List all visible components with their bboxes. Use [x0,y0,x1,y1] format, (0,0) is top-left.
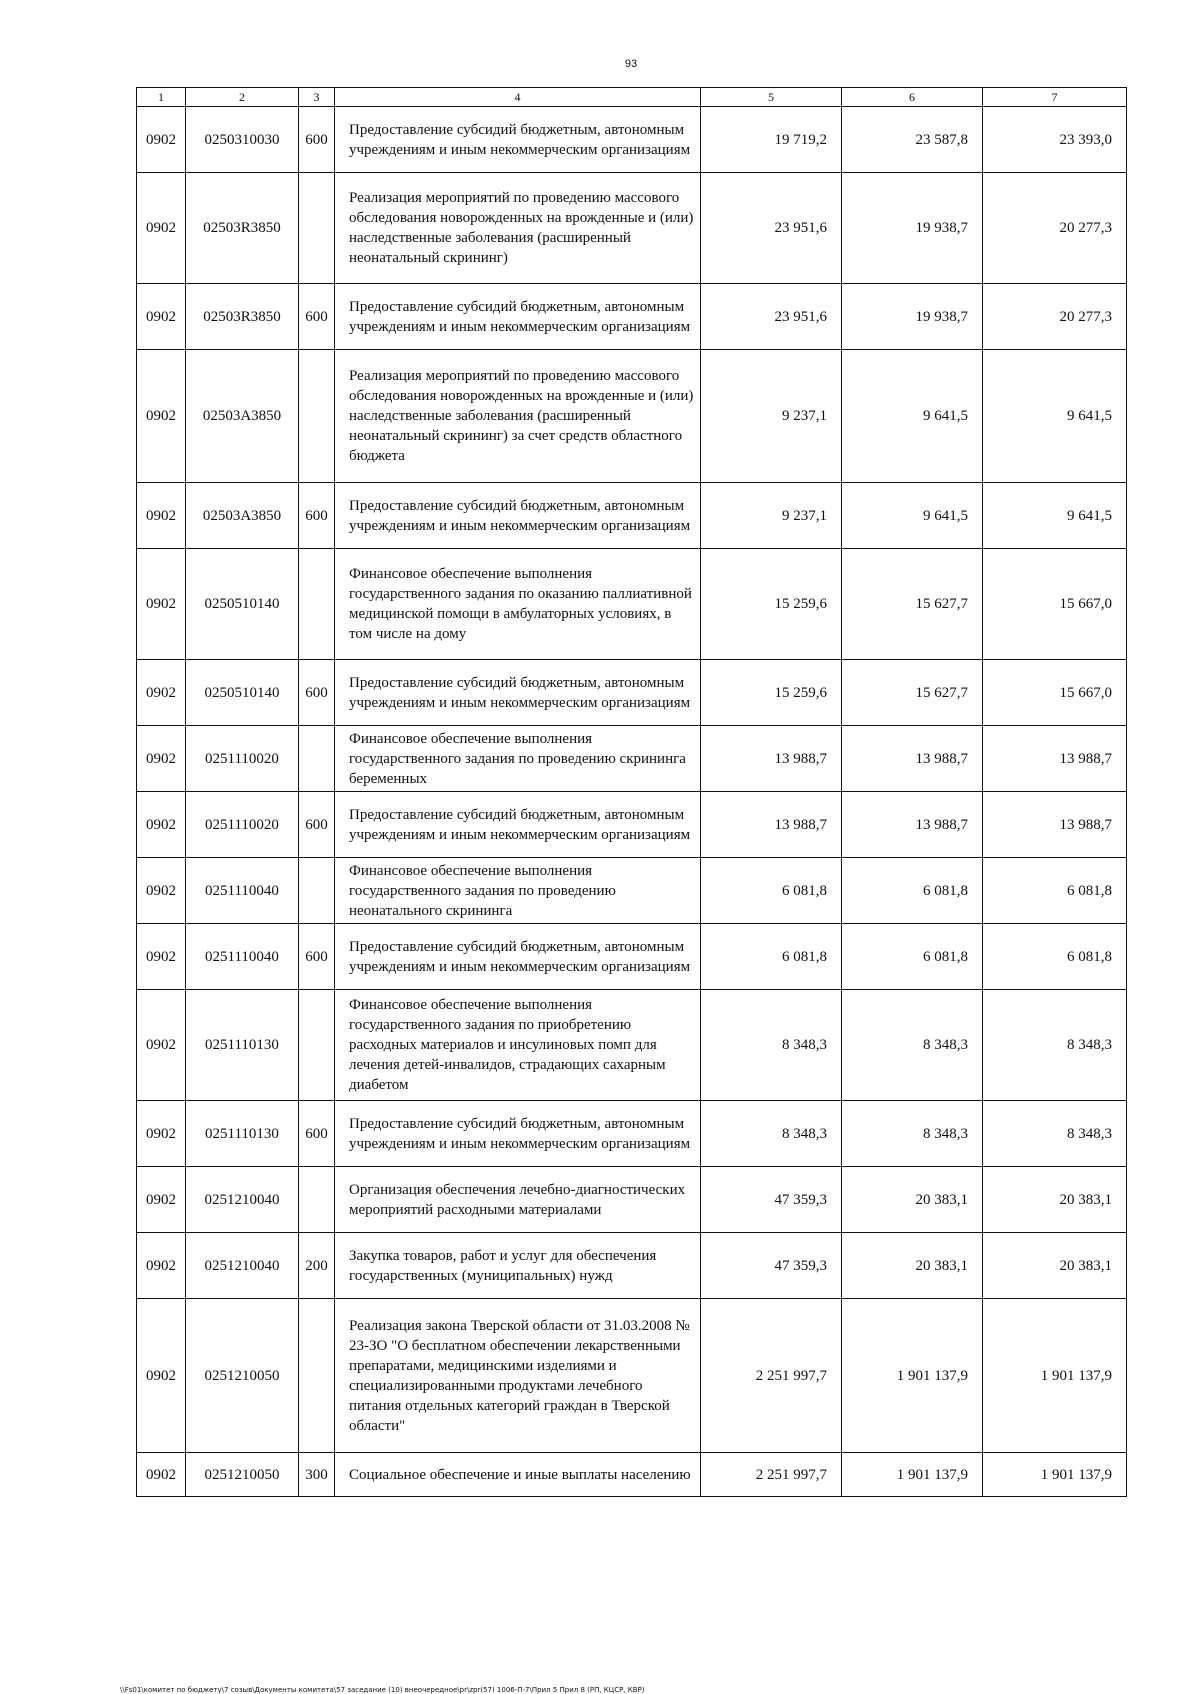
target-code-cell: 0251110130 [186,1101,299,1167]
table-row [137,107,1127,173]
expense-type-cell: 200 [299,1233,335,1299]
section-cell: 0902 [137,660,186,726]
table-row [137,549,1127,660]
expense-type-cell: 300 [299,1453,335,1497]
amount-col7-cell: 23 393,0 [983,107,1127,173]
amount-col7-cell: 20 277,3 [983,173,1127,284]
table-row [137,1101,1127,1167]
amount-col6-cell: 1 901 137,9 [842,1453,983,1497]
name-cell: Предоставление субсидий бюджетным, автономным учреждениям и иным некоммерческим организациям [335,924,701,990]
amount-col5-cell: 9 237,1 [701,483,842,549]
amount-col6-cell: 6 081,8 [842,924,983,990]
section-cell: 0902 [137,990,186,1101]
expense-type-cell [299,726,335,792]
amount-col6-cell: 8 348,3 [842,990,983,1101]
amount-col6-cell: 15 627,7 [842,549,983,660]
amount-col7-cell: 6 081,8 [983,924,1127,990]
amount-col6-cell: 20 383,1 [842,1233,983,1299]
name-cell: Предоставление субсидий бюджетным, автономным учреждениям и иным некоммерческим организациям [335,792,701,858]
amount-col5-cell: 13 988,7 [701,726,842,792]
target-code-cell: 0251110130 [186,990,299,1101]
target-code-cell: 0251210050 [186,1299,299,1453]
amount-col5-cell: 2 251 997,7 [701,1299,842,1453]
amount-col5-cell: 6 081,8 [701,858,842,924]
table-row [137,858,1127,924]
amount-col6-cell: 8 348,3 [842,1101,983,1167]
name-cell: Реализация мероприятий по проведению массового обследования новорожденных на врожденные и (или) наследственные заболевания (расширенный неонатальный скрининг) [335,173,701,284]
amount-col6-cell: 19 938,7 [842,284,983,350]
target-code-cell: 0251110040 [186,858,299,924]
section-cell: 0902 [137,350,186,483]
amount-col6-cell: 19 938,7 [842,173,983,284]
file-path-footer: \\Fs01\комитет по бюджету\7 созыв\Документы комитета\57 заседание (10) внеочередное\pr\zpr(57) 1006-П-7\Прил 5 Прил 8 (РП, КЦСР, КВР) [120,1686,645,1694]
target-code-cell: 02503A3850 [186,350,299,483]
amount-col5-cell: 2 251 997,7 [701,1453,842,1497]
target-code-cell: 0251110020 [186,726,299,792]
table-row [137,1233,1127,1299]
header-row [137,88,1127,107]
target-code-cell: 0250310030 [186,107,299,173]
amount-col5-cell: 6 081,8 [701,924,842,990]
table-row [137,483,1127,549]
target-code-cell: 0251210050 [186,1453,299,1497]
name-cell: Социальное обеспечение и иные выплаты населению [335,1453,701,1497]
header-col-7: 7 [983,88,1127,107]
expense-type-cell [299,173,335,284]
name-cell: Финансовое обеспечение выполнения государственного задания по оказанию паллиативной медицинской помощи в амбулаторных условиях, в том числе на дому [335,549,701,660]
table-row [137,1453,1127,1497]
target-code-cell: 02503R3850 [186,173,299,284]
expense-type-cell: 600 [299,483,335,549]
amount-col7-cell: 8 348,3 [983,990,1127,1101]
amount-col6-cell: 23 587,8 [842,107,983,173]
table-row [137,1299,1127,1453]
amount-col7-cell: 9 641,5 [983,483,1127,549]
amount-col6-cell: 13 988,7 [842,792,983,858]
amount-col6-cell: 20 383,1 [842,1167,983,1233]
header-col-5: 5 [701,88,842,107]
target-code-cell: 0250510140 [186,549,299,660]
target-code-cell: 02503R3850 [186,284,299,350]
amount-col6-cell: 13 988,7 [842,726,983,792]
target-code-cell: 0251210040 [186,1167,299,1233]
amount-col7-cell: 20 277,3 [983,284,1127,350]
name-cell: Реализация закона Тверской области от 31.03.2008 № 23-ЗО "О бесплатном обеспечении лекарственными препаратами, медицинскими изделиями и специализированными продуктами лечебного питания отдельных категорий граждан в Тверской области" [335,1299,701,1453]
table-row [137,1167,1127,1233]
amount-col5-cell: 8 348,3 [701,1101,842,1167]
amount-col5-cell: 9 237,1 [701,350,842,483]
expense-type-cell [299,1299,335,1453]
section-cell: 0902 [137,1167,186,1233]
expense-type-cell [299,1167,335,1233]
table-row [137,924,1127,990]
header-col-6: 6 [842,88,983,107]
target-code-cell: 0250510140 [186,660,299,726]
amount-col6-cell: 6 081,8 [842,858,983,924]
name-cell: Финансовое обеспечение выполнения государственного задания по проведению неонатального скрининга [335,858,701,924]
target-code-cell: 02503A3850 [186,483,299,549]
amount-col7-cell: 13 988,7 [983,726,1127,792]
amount-col6-cell: 9 641,5 [842,483,983,549]
expense-type-cell: 600 [299,1101,335,1167]
expense-type-cell [299,549,335,660]
amount-col5-cell: 23 951,6 [701,284,842,350]
expense-type-cell: 600 [299,924,335,990]
expense-type-cell [299,990,335,1101]
table-row [137,726,1127,792]
section-cell: 0902 [137,924,186,990]
amount-col5-cell: 13 988,7 [701,792,842,858]
name-cell: Закупка товаров, работ и услуг для обеспечения государственных (муниципальных) нужд [335,1233,701,1299]
section-cell: 0902 [137,549,186,660]
amount-col5-cell: 15 259,6 [701,549,842,660]
table-row [137,173,1127,284]
header-col-2: 2 [186,88,299,107]
amount-col7-cell: 15 667,0 [983,660,1127,726]
expense-type-cell [299,858,335,924]
name-cell: Финансовое обеспечение выполнения государственного задания по проведению скрининга беременных [335,726,701,792]
name-cell: Предоставление субсидий бюджетным, автономным учреждениям и иным некоммерческим организациям [335,1101,701,1167]
amount-col5-cell: 47 359,3 [701,1233,842,1299]
expense-type-cell: 600 [299,660,335,726]
budget-table [136,87,1127,1497]
name-cell: Организация обеспечения лечебно-диагностических мероприятий расходными материалами [335,1167,701,1233]
section-cell: 0902 [137,726,186,792]
name-cell: Реализация мероприятий по проведению массового обследования новорожденных на врожденные и (или) наследственные заболевания (расширенный неонатальный скрининг) за счет средств областного бюджета [335,350,701,483]
target-code-cell: 0251210040 [186,1233,299,1299]
table-row [137,792,1127,858]
table-row [137,990,1127,1101]
table-row [137,660,1127,726]
amount-col6-cell: 15 627,7 [842,660,983,726]
amount-col7-cell: 20 383,1 [983,1167,1127,1233]
section-cell: 0902 [137,107,186,173]
section-cell: 0902 [137,1233,186,1299]
amount-col5-cell: 23 951,6 [701,173,842,284]
expense-type-cell: 600 [299,284,335,350]
section-cell: 0902 [137,173,186,284]
amount-col5-cell: 8 348,3 [701,990,842,1101]
section-cell: 0902 [137,1101,186,1167]
amount-col7-cell: 6 081,8 [983,858,1127,924]
page-number: 93 [624,58,638,70]
amount-col7-cell: 1 901 137,9 [983,1299,1127,1453]
header-col-1: 1 [137,88,186,107]
header-col-4: 4 [335,88,701,107]
amount-col7-cell: 9 641,5 [983,350,1127,483]
table-row [137,350,1127,483]
amount-col7-cell: 15 667,0 [983,549,1127,660]
amount-col6-cell: 1 901 137,9 [842,1299,983,1453]
name-cell: Предоставление субсидий бюджетным, автономным учреждениям и иным некоммерческим организациям [335,483,701,549]
name-cell: Финансовое обеспечение выполнения государственного задания по приобретению расходных материалов и инсулиновых помп для лечения детей-инвалидов, страдающих сахарным диабетом [335,990,701,1101]
table-row [137,284,1127,350]
amount-col7-cell: 20 383,1 [983,1233,1127,1299]
expense-type-cell: 600 [299,792,335,858]
amount-col5-cell: 19 719,2 [701,107,842,173]
section-cell: 0902 [137,858,186,924]
section-cell: 0902 [137,1299,186,1453]
name-cell: Предоставление субсидий бюджетным, автономным учреждениям и иным некоммерческим организациям [335,284,701,350]
name-cell: Предоставление субсидий бюджетным, автономным учреждениям и иным некоммерческим организациям [335,107,701,173]
amount-col5-cell: 47 359,3 [701,1167,842,1233]
section-cell: 0902 [137,284,186,350]
expense-type-cell: 600 [299,107,335,173]
section-cell: 0902 [137,1453,186,1497]
target-code-cell: 0251110040 [186,924,299,990]
section-cell: 0902 [137,483,186,549]
amount-col7-cell: 1 901 137,9 [983,1453,1127,1497]
amount-col7-cell: 8 348,3 [983,1101,1127,1167]
section-cell: 0902 [137,792,186,858]
expense-type-cell [299,350,335,483]
header-col-3: 3 [299,88,335,107]
amount-col5-cell: 15 259,6 [701,660,842,726]
name-cell: Предоставление субсидий бюджетным, автономным учреждениям и иным некоммерческим организациям [335,660,701,726]
amount-col6-cell: 9 641,5 [842,350,983,483]
target-code-cell: 0251110020 [186,792,299,858]
amount-col7-cell: 13 988,7 [983,792,1127,858]
